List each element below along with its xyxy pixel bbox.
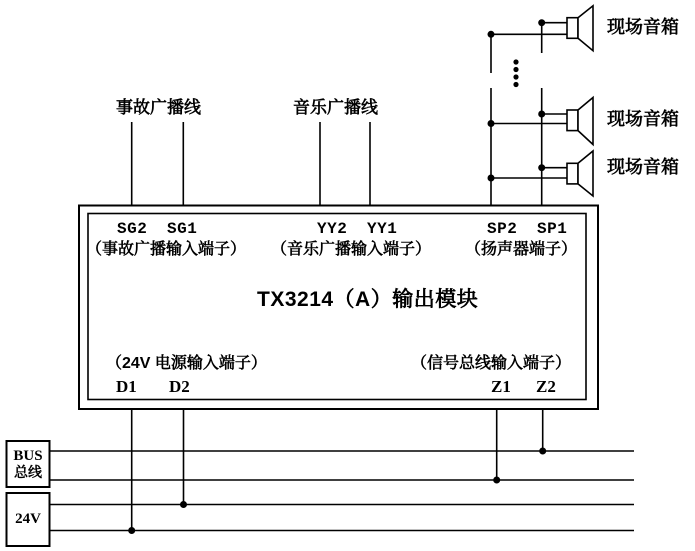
bus-box-label-line2: 总线 [14, 463, 42, 480]
power-box-label: 24V [15, 510, 41, 527]
bus-source-box [7, 441, 50, 487]
terminal-sg2: SG2 [117, 220, 148, 238]
speaker-label: 现场音箱 [607, 17, 679, 37]
music-broadcast-line-label: 音乐广播线 [293, 98, 378, 117]
terminal-z2: Z2 [536, 377, 556, 396]
accident-input-terminals-label: （事故广播输入端子） [86, 241, 247, 258]
power-source-box [7, 493, 50, 546]
junction-dot [488, 175, 495, 182]
module-title: TX3214（A）输出模块 [257, 288, 479, 311]
speaker-icon [567, 6, 593, 51]
terminal-z1: Z1 [491, 377, 511, 396]
junction-dot [538, 111, 545, 118]
speaker-label: 现场音箱 [607, 157, 679, 177]
terminal-d2: D2 [169, 377, 190, 396]
junction-dot [488, 120, 495, 127]
speaker-icon [567, 98, 593, 145]
power-input-terminals-label: （24V 电源输入端子） [106, 355, 267, 372]
speaker-icon [567, 151, 593, 196]
speaker-terminals-label: （扬声器端子） [465, 241, 578, 258]
terminal-sg1: SG1 [167, 220, 198, 238]
terminal-d1: D1 [116, 377, 137, 396]
junction-dot [538, 164, 545, 171]
terminal-yy2: YY2 [317, 220, 348, 238]
junction-dot [538, 19, 545, 26]
speaker-1-branch-wires [491, 23, 567, 35]
terminal-yy1: YY1 [367, 220, 398, 238]
signal-bus-input-terminals-label: （信号总线输入端子） [411, 355, 572, 372]
accident-broadcast-line-label: 事故广播线 [116, 98, 201, 117]
more-speakers-ellipsis [513, 59, 518, 87]
junction-dot [488, 31, 495, 38]
terminal-sp1: SP1 [537, 220, 568, 238]
speaker-2-branch-wires [491, 114, 567, 124]
speaker-3-branch-wires [491, 168, 567, 178]
music-input-terminals-label: （音乐广播输入端子） [271, 241, 432, 258]
bus-box-label-line1: BUS [13, 447, 43, 464]
terminal-sp2: SP2 [487, 220, 518, 238]
speaker-label: 现场音箱 [607, 109, 679, 129]
